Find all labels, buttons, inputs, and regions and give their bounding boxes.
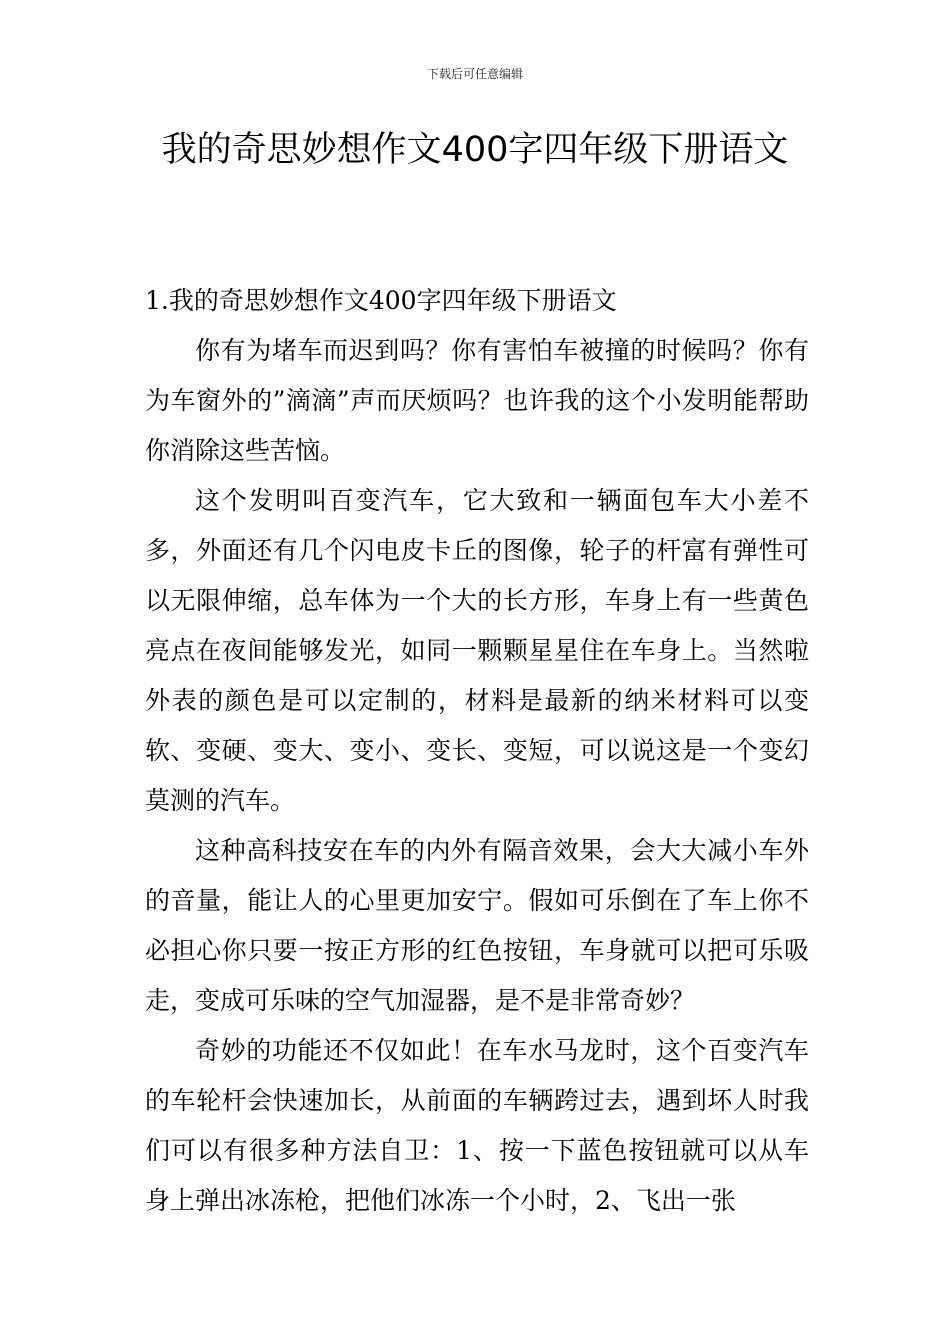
paragraph-4: 奇妙的功能还不仅如此！在车水马龙时，这个百变汽车的车轮杆会快速加长，从前面的车辆跨过去，遇到坏人时我们可以有很多种方法自卫：1、按一下蓝色按钮就可以从车身上弹出冰冻枪，把他们冰冻一个小时，2、飞出一张 (145, 1036, 809, 1215)
paragraph-2: 这个发明叫百变汽车，它大致和一辆面包车大小差不多，外面还有几个闪电皮卡丘的图像，轮子的杆富有弹性可以无限伸缩，总车体为一个大的长方形，车身上有一些黄色亮点在夜间能够发光，如同一颗颗星星住在车身上。当然啦外表的颜色是可以定制的，材料是最新的纳米材料可以变软、变硬、变大、变小、变长、变短，可以说这是一个变幻莫测的汽车。 (145, 486, 809, 815)
document-title: 我的奇思妙想作文400字四年级下册语文 (161, 130, 789, 170)
document-body (145, 276, 809, 1226)
paragraph-3: 这种高科技安在车的内外有隔音效果，会大大减小车外的音量，能让人的心里更加安宁。假如可乐倒在了车上你不必担心你只要一按正方形的红色按钮，车身就可以把可乐吸走，变成可乐味的空气加湿器，是不是非常奇妙？ (145, 836, 809, 1015)
paragraph-1: 你有为堵车而迟到吗？你有害怕车被撞的时候吗？你有为车窗外的”滴滴”声而厌烦吗？也许我的这个小发明能帮助你消除这些苦恼。 (145, 336, 809, 465)
header-note: 下载后可任意编辑 (426, 67, 523, 81)
section-heading: 1.我的奇思妙想作文400字四年级下册语文 (145, 286, 617, 315)
